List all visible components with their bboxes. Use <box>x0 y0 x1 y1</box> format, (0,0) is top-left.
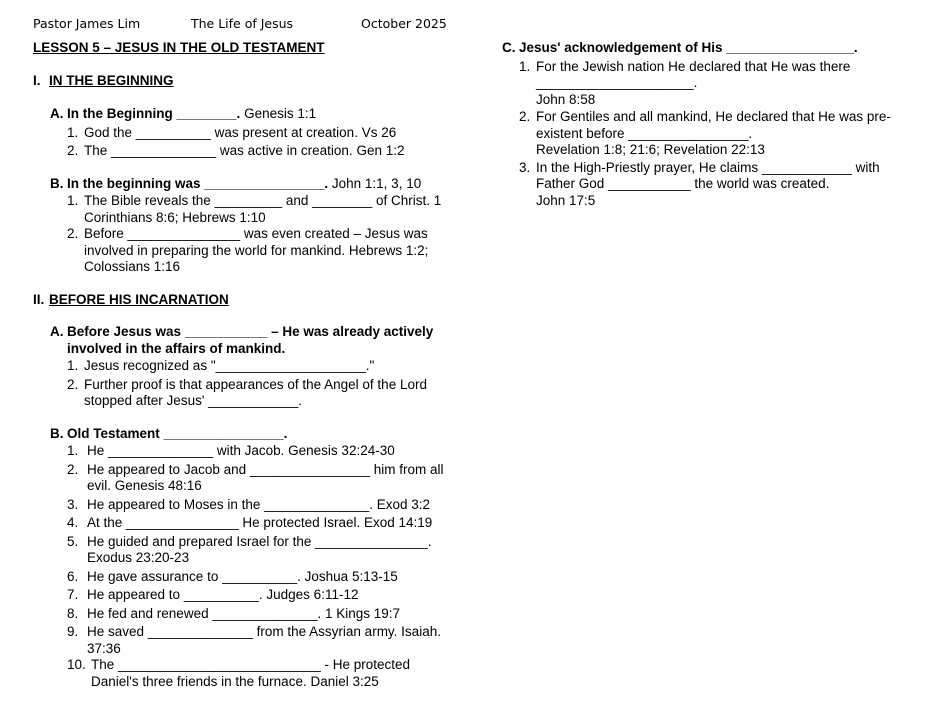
list-item: 8. He fed and renewed ______________. 1 Kings 19:7 <box>67 605 401 621</box>
section-1a-ref: Genesis 1:1 <box>240 106 317 121</box>
section-2-title: BEFORE HIS INCARNATION <box>49 291 229 307</box>
section-2c-title: Jesus' acknowledgement of His _________________. <box>519 40 858 55</box>
section-1-label: I. <box>33 72 41 88</box>
section-2a-title: Before Jesus was ___________ – He was already actively involved in the affairs of mankind. <box>67 324 434 356</box>
header-pastor: Pastor James Lim <box>33 16 141 31</box>
section-2a <box>50 324 453 410</box>
left-column <box>33 40 453 690</box>
section-2b-label: B. <box>50 425 64 441</box>
list-item: 10. The ___________________________ - He protected Daniel's three friends in the furnace. Daniel 3:25 <box>67 657 411 689</box>
section-2c-label: C. <box>502 40 516 55</box>
section-1a-title: In the Beginning ________. <box>67 106 241 121</box>
list-item: 5. He guided and prepared Israel for the _______________. Exodus 23:20-23 <box>67 533 432 565</box>
section-1b <box>50 176 453 276</box>
list-item: 2. The ______________ was active in creation. Gen 1:2 <box>67 143 405 158</box>
list-item: 1. Jesus recognized as "____________________." <box>67 358 375 373</box>
section-1-heading <box>33 73 453 90</box>
section-1a <box>50 106 453 160</box>
section-2-heading <box>33 292 453 309</box>
section-2b-heading <box>50 426 453 443</box>
header-series: The Life of Jesus <box>191 16 294 31</box>
section-1-title: IN THE BEGINNING <box>49 72 174 88</box>
list-item: 1. For the Jewish nation He declared that He was there _____________________. John 8:58 <box>519 58 851 107</box>
list-item: 2. He appeared to Jacob and ________________ him from all evil. Genesis 48:16 <box>67 461 444 493</box>
list-item: 3. He appeared to Moses in the ______________. Exod 3:2 <box>67 496 431 512</box>
list-item: 2. Before _______________ was even created – Jesus was involved in preparing the world for mankind. Hebrews 1:2; Colossians 1:16 <box>67 226 429 274</box>
header-date: October 2025 <box>361 16 447 31</box>
list-item: 1. God the __________ was present at creation. Vs 26 <box>67 124 397 140</box>
section-1a-heading <box>50 106 453 123</box>
list-item: 2. Further proof is that appearances of the Angel of the Lord stopped after Jesus' ____________. <box>67 376 427 408</box>
list-item: 7. He appeared to __________. Judges 6:11-12 <box>67 587 359 602</box>
list-item: 2. For Gentiles and all mankind, He declared that He was pre-existent before ________________. Revelation 1:8; 21:6; Revelation 22:13 <box>519 109 891 157</box>
section-2a-heading <box>50 324 453 357</box>
list-item: 6. He gave assurance to __________. Joshua 5:13-15 <box>67 568 398 584</box>
list-item: 4. At the _______________ He protected Israel. Exod 14:19 <box>67 515 433 530</box>
section-2b-title: Old Testament ________________. <box>67 425 288 441</box>
list-item: 3. In the High-Priestly prayer, He claims ____________ with Father God ___________ the world was created. John 17:5 <box>519 159 880 208</box>
section-2c-heading <box>502 40 912 57</box>
section-1b-title: In the beginning was ________________. <box>67 175 329 191</box>
section-2-label: II. <box>33 291 45 307</box>
right-column <box>502 40 912 209</box>
list-item: 9. He saved ______________ from the Assyrian army. Isaiah. 37:36 <box>67 624 441 656</box>
section-2b <box>50 426 453 691</box>
list-item: 1. The Bible reveals the _________ and ________ of Christ. 1 Corinthians 8:6; Hebrews 1:10 <box>67 193 442 225</box>
lesson-title: LESSON 5 – JESUS IN THE OLD TESTAMENT <box>33 40 325 55</box>
section-1b-heading <box>50 176 453 193</box>
section-1b-ref: John 1:1, 3, 10 <box>328 175 422 191</box>
section-1b-label: B. <box>50 175 64 191</box>
section-2a-label: A. <box>50 324 64 339</box>
list-item: 1. He ______________ with Jacob. Genesis 32:24-30 <box>67 443 395 458</box>
section-1a-label: A. <box>50 106 64 121</box>
